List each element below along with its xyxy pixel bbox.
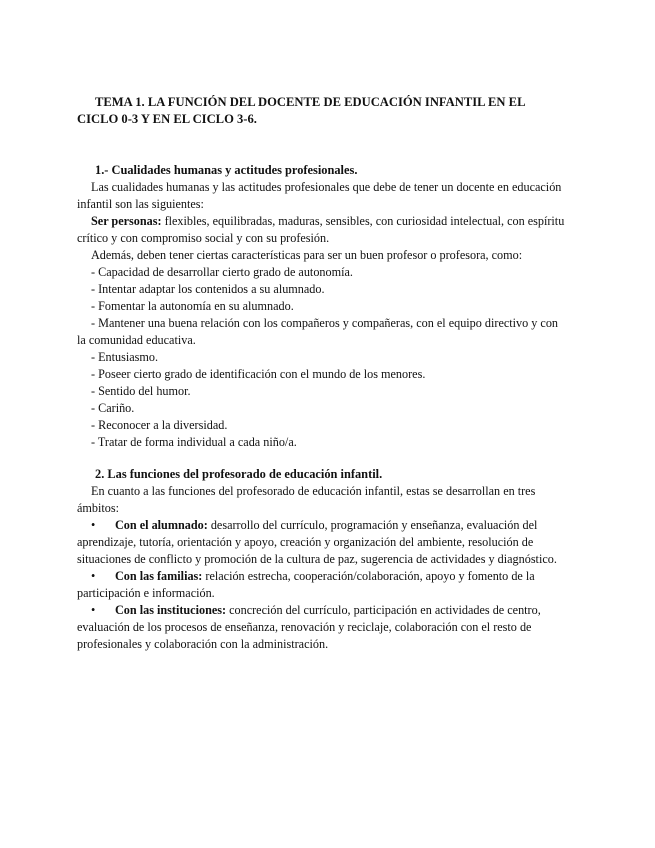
bullet-alumnado <box>77 517 567 568</box>
list-item: - Intentar adaptar los contenidos a su alumnado. <box>91 282 325 296</box>
list-item: - Sentido del humor. <box>91 384 191 398</box>
bullet-label: Con las instituciones: <box>115 603 227 617</box>
section-1-heading: 1.- Cualidades humanas y actitudes profesionales. <box>95 163 358 177</box>
section-1 <box>77 162 567 451</box>
bullet-text: desarrollo del currículo, programación y enseñanza, evaluación del aprendizaje, tutoría, orientación y apoyo, creación y organización del ambiente, resolución de situaciones de conflicto y promoción de la cultura de paz, sugerencia de actividades y diagnóstico. <box>77 518 557 566</box>
title-line-1: TEMA 1. LA FUNCIÓN DEL DOCENTE DE EDUCACIÓN INFANTIL EN EL <box>95 95 526 109</box>
section-1-intro: Las cualidades humanas y las actitudes profesionales que debe de tener un docente en educación infantil son las siguientes: <box>77 180 562 211</box>
list-item: - Cariño. <box>91 401 135 415</box>
section-2-intro: En cuanto a las funciones del profesorado de educación infantil, estas se desarrollan en tres ámbitos: <box>77 484 536 515</box>
page-title <box>77 94 567 128</box>
title-line-2: CICLO 0-3 Y EN EL CICLO 3-6. <box>77 112 257 126</box>
list-item: - Tratar de forma individual a cada niño/a. <box>91 435 297 449</box>
list-item: - Reconocer a la diversidad. <box>91 418 228 432</box>
list-item: - Mantener una buena relación con los compañeros y compañeras, con el equipo directivo y con la comunidad educativa. <box>77 316 559 347</box>
list-item: - Capacidad de desarrollar cierto grado de autonomía. <box>91 265 353 279</box>
bullet-instituciones <box>77 602 567 653</box>
ser-personas-text: flexibles, equilibradas, maduras, sensibles, con curiosidad intelectual, con espíritu crítico y con compromiso social y con su profesión. <box>77 214 565 245</box>
bullet-text: relación estrecha, cooperación/colaboración, apoyo y fomento de la participación e información. <box>77 569 535 600</box>
ademas-paragraph: Además, deben tener ciertas características para ser un buen profesor o profesora, como: <box>91 248 523 262</box>
bullet-label: Con las familias: <box>115 569 203 583</box>
section-2 <box>77 466 567 653</box>
section-2-heading: 2. Las funciones del profesorado de educación infantil. <box>95 467 383 481</box>
bullet-icon: • <box>91 569 96 583</box>
bullet-icon: • <box>91 518 96 532</box>
list-item: - Poseer cierto grado de identificación con el mundo de los menores. <box>91 367 426 381</box>
bullet-text: concreción del currículo, participación en actividades de centro, evaluación de los procesos de enseñanza, renovación y reciclaje, colaboración con el resto de profesionales y colaboración con la administración. <box>77 603 541 651</box>
bullet-label: Con el alumnado: <box>115 518 208 532</box>
list-item: - Fomentar la autonomía en su alumnado. <box>91 299 294 313</box>
bullet-icon: • <box>91 603 96 617</box>
list-item: - Entusiasmo. <box>91 350 159 364</box>
bullet-familias <box>77 568 567 602</box>
ser-personas-label: Ser personas: <box>91 214 162 228</box>
ser-personas-paragraph <box>77 213 567 247</box>
